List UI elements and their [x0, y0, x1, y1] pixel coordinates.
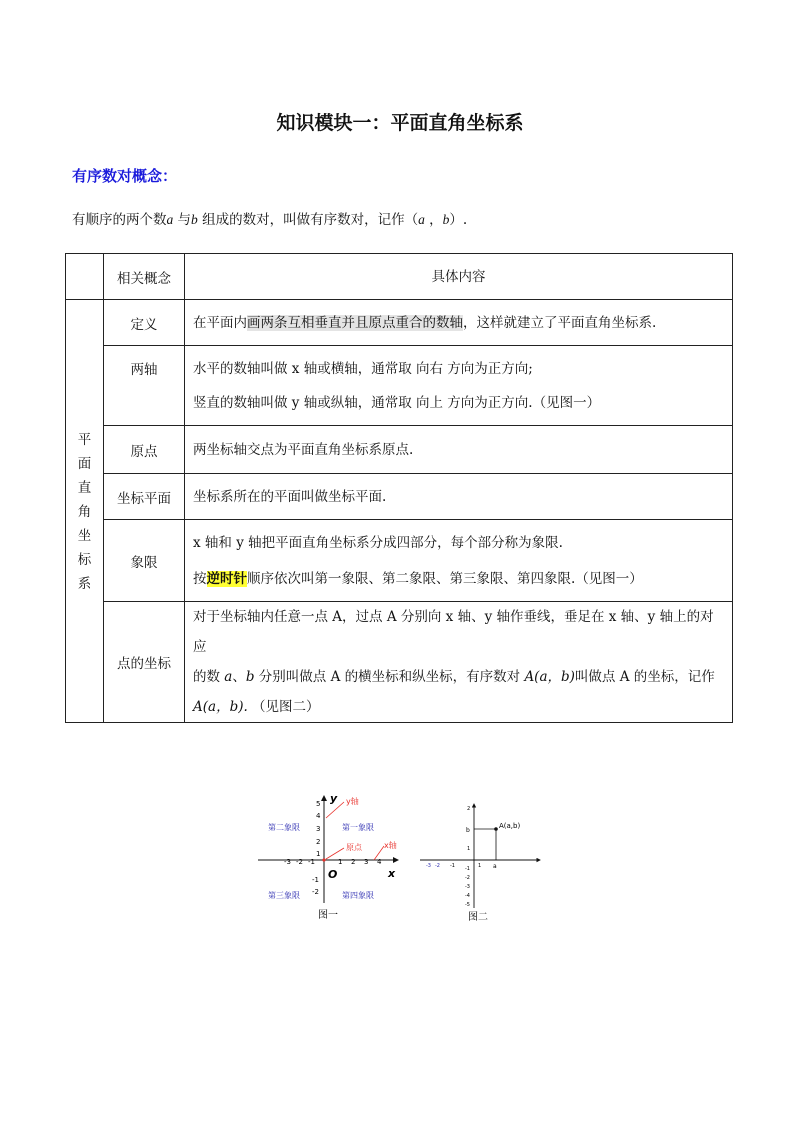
var-b: b: [191, 212, 198, 227]
figure-2-point-coordinates: [420, 800, 550, 922]
section-subheading: 有序数对概念：: [72, 167, 178, 185]
group-label-char: 平: [77, 431, 92, 448]
content-text: （见图二）: [247, 699, 320, 715]
y-tick-label: 5: [316, 800, 321, 808]
y-tick-label: -5: [465, 902, 470, 908]
y-axis-label: y轴: [346, 797, 359, 806]
content-line: x 轴和 y 轴把平面直角坐标系分成四部分，每个部分称为象限.: [193, 534, 563, 551]
content-text: 叫做点 A 的坐标，记作: [574, 669, 715, 685]
content-text: ，这样就建立了平面直角坐标系.: [463, 314, 657, 331]
figure-1-coordinate-system: [258, 788, 418, 920]
content-text: 的数: [193, 669, 225, 685]
point-a-dot: [494, 827, 498, 831]
x-letter: x: [388, 867, 396, 880]
group-label-char: 直: [77, 479, 92, 496]
table-row: [66, 426, 733, 474]
intro-paragraph: [72, 208, 467, 228]
table-header-row: [66, 254, 733, 300]
table-row: [66, 346, 733, 426]
y-tick-label: 2: [467, 806, 471, 812]
var-a: a: [224, 669, 233, 685]
x-tick-label: 2: [351, 858, 356, 866]
figure-1-caption: 图一: [318, 910, 338, 920]
page-title: 知识模块一：平面直角坐标系: [276, 112, 524, 134]
x-tick-label: -1: [450, 863, 455, 869]
x-tick-label: -1: [308, 858, 315, 866]
y-tick-label: -2: [312, 888, 319, 896]
group-label-char: 面: [77, 455, 92, 472]
x-tick-label: -3: [426, 863, 431, 869]
highlighted-text: 逆时针: [206, 570, 247, 587]
content-text: 按: [193, 570, 207, 587]
x-tick-label: 3: [364, 858, 369, 866]
group-label-char: 系: [77, 575, 92, 592]
y-tick-label: -2: [465, 875, 470, 881]
header-concept: 相关概念: [104, 254, 185, 300]
row-content-origin: 两坐标轴交点为平面直角坐标系原点.: [185, 426, 733, 474]
group-label-cell: [66, 300, 104, 723]
x-tick-label: 4: [377, 858, 382, 866]
content-line: [193, 561, 724, 597]
content-line: [193, 692, 724, 722]
y-tick-label: -1: [312, 876, 319, 884]
group-label-char: 坐: [77, 527, 92, 544]
table-row: [66, 602, 733, 723]
table-row: [66, 520, 733, 602]
x-tick-label: 1: [338, 858, 343, 866]
content-line: 竖直的数轴叫做 y 轴或纵轴，通常取 向上 方向为正方向.（见图一）: [193, 394, 601, 411]
row-name-plane: 坐标平面: [104, 474, 185, 520]
b-label: b: [466, 827, 470, 834]
row-content-definition: [185, 300, 733, 346]
content-line: 水平的数轴叫做 x 轴或横轴，通常取 向右 方向为正方向;: [193, 360, 533, 377]
origin-dot: [322, 858, 325, 861]
row-name-origin: 原点: [104, 426, 185, 474]
content-text: 在平面内: [193, 314, 247, 331]
var-b: b: [442, 212, 450, 227]
concept-table: [65, 253, 733, 723]
y-tick-label: 1: [316, 850, 321, 858]
var-b: b: [245, 669, 255, 685]
y-tick-label: -4: [465, 893, 470, 899]
var-a: a: [418, 212, 425, 227]
row-content-plane: 坐标系所在的平面叫做坐标平面.: [185, 474, 733, 520]
figure-2-caption: 图二: [468, 912, 488, 922]
content-text: 顺序依次叫第一象限、第二象限、第三象限、第四象限.（见图一）: [247, 570, 643, 587]
intro-text: ）.: [449, 212, 468, 228]
quadrant-1-label: 第一象限: [342, 823, 374, 832]
coord-notation: A(a，b).: [193, 699, 248, 715]
o-letter: O: [328, 868, 338, 881]
x-axis-label: x轴: [384, 841, 397, 850]
x-tick-label: -3: [284, 858, 291, 866]
x-tick-label: -2: [296, 858, 303, 866]
header-content: 具体内容: [185, 254, 733, 300]
intro-text: 有顺序的两个数: [72, 212, 167, 228]
x-tick-label: -2: [435, 863, 440, 869]
content-text: 分别叫做点 A 的横坐标和纵坐标，有序数对: [254, 669, 525, 685]
row-name-axes: 两轴: [104, 346, 185, 426]
shaded-text: 画两条互相垂直并且原点重合的数轴: [247, 314, 463, 331]
quadrant-4-label: 第四象限: [342, 891, 374, 900]
table-row: [66, 300, 733, 346]
row-name-definition: 定义: [104, 300, 185, 346]
row-content-axes: [185, 346, 733, 426]
row-name-quadrant: 象限: [104, 520, 185, 602]
x-tick-label: 1: [478, 863, 482, 869]
origin-label: 原点: [346, 843, 362, 852]
y-tick-label: 3: [316, 825, 321, 833]
quadrant-3-label: 第三象限: [268, 891, 300, 900]
var-a: a: [166, 212, 174, 227]
quadrant-2-label: 第二象限: [268, 823, 300, 832]
row-content-point: [185, 602, 733, 723]
y-letter: y: [330, 792, 338, 805]
group-label-char: 标: [77, 551, 92, 568]
point-a-label: A(a,b): [499, 822, 521, 830]
row-name-point: 点的坐标: [104, 602, 185, 723]
table-row: [66, 474, 733, 520]
y-tick-label: 4: [316, 812, 321, 820]
intro-text: 与: [173, 212, 192, 228]
row-content-quadrant: [185, 520, 733, 602]
intro-text: 组成的数对，叫做有序数对，记作（: [197, 212, 419, 228]
y-tick-label: 1: [467, 846, 471, 852]
content-line: [193, 662, 724, 692]
content-text: 、: [232, 669, 246, 685]
group-label-char: 角: [77, 503, 92, 520]
table-corner-cell: [66, 254, 104, 300]
y-tick-label: -1: [465, 866, 470, 872]
intro-text: ，: [424, 212, 443, 228]
coord-notation: A(a，b): [524, 669, 575, 685]
content-line: 对于坐标轴内任意一点 A，过点 A 分别向 x 轴、y 轴作垂线，垂足在 x 轴、y 轴上的对应: [193, 609, 714, 655]
a-label: a: [493, 863, 497, 870]
y-tick-label: 2: [316, 838, 321, 846]
y-tick-label: -3: [465, 884, 470, 890]
